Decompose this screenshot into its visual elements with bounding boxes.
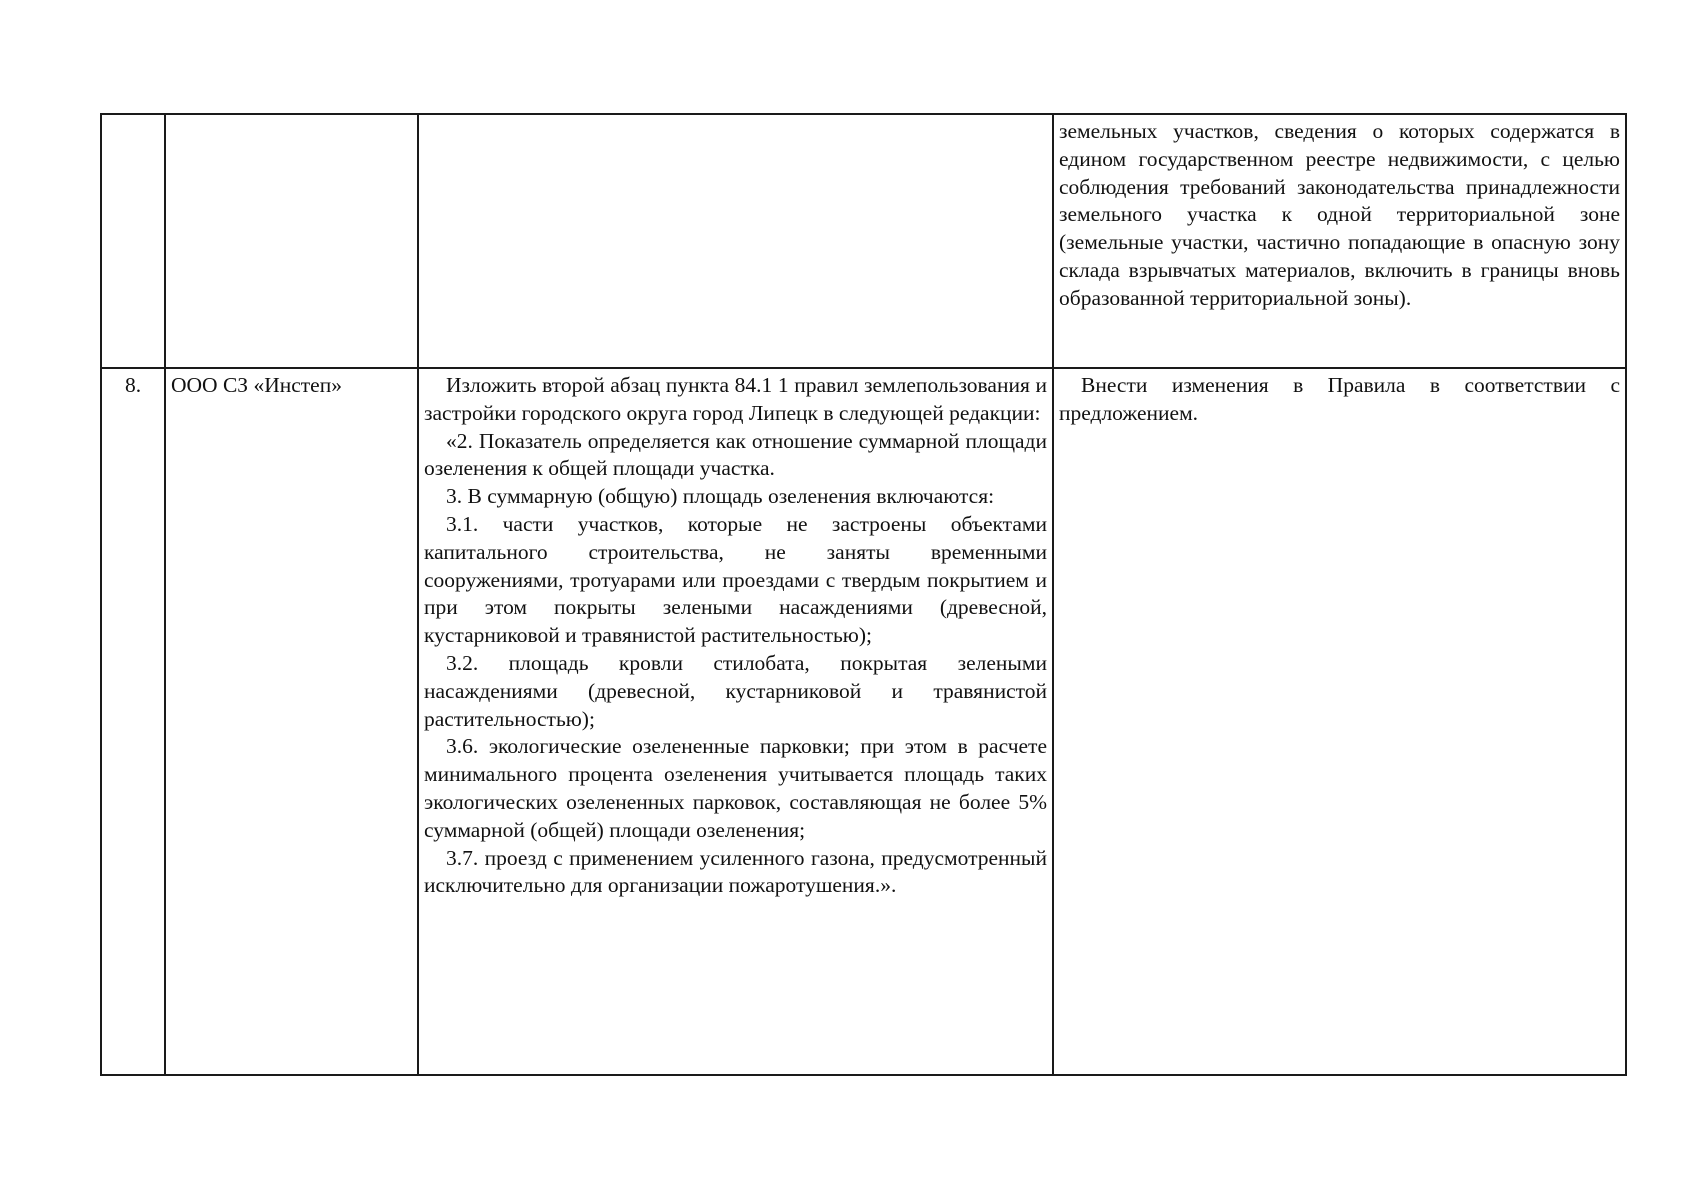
row-number-cell — [101, 114, 165, 368]
proposal-paragraph: 3.6. экологические озелененные парковки; при этом в расчете минимального процента озеленения учитывается площадь таких экологических озелененных парковок, составляющая не более 5% суммарной (общей) площади озеленения; — [424, 734, 1047, 842]
proposal-cell — [418, 114, 1053, 368]
proposal-paragraph: 3.2. площадь кровли стилобата, покрытая зелеными насаждениями (древесной, кустарниковой и травянистой растительностью); — [424, 650, 1047, 731]
proposal-paragraph: Изложить второй абзац пункта 84.1 1 правил землепользования и застройки городского округа город Липецк в следующей редакции: — [424, 373, 1047, 425]
decision-paragraph: Внести изменения в Правила в соответствии с предложением. — [1059, 373, 1620, 425]
decision-cell — [1053, 368, 1626, 1075]
proposal-paragraph: «2. Показатель определяется как отношение суммарной площади озеленения к общей площади участка. — [424, 428, 1047, 481]
table-row — [101, 368, 1626, 1075]
proposal-paragraph: 3. В суммарную (общую) площадь озеленения включаются: — [446, 484, 995, 509]
decision-cell: земельных участков, сведения о которых содержатся в едином государственном реестре недвижимости, с целью соблюдения требований законодательства принадлежности земельного участка к одной территориальной зоне (земельные участки, частично попадающие в опасную зону склада взрывчатых материалов, включить в границы вновь образованной территориальной зоны). — [1053, 114, 1626, 368]
proposals-table — [100, 113, 1627, 1076]
proposal-paragraph: 3.7. проезд с применением усиленного газона, предусмотренный исключительно для организации пожаротушения.». — [424, 845, 1047, 898]
organization-cell: ООО СЗ «Инстеп» — [165, 368, 418, 1075]
proposal-cell — [418, 368, 1053, 1075]
row-number-cell: 8. — [101, 368, 165, 1075]
table-row — [101, 114, 1626, 368]
proposal-paragraph: 3.1. части участков, которые не застроены объектами капитального строительства, не заняты временными сооружениями, тротуарами или проездами с твердым покрытием и при этом покрыты зелеными насаждениями (древесной, кустарниковой и травянистой растительностью); — [424, 511, 1047, 648]
organization-cell — [165, 114, 418, 368]
